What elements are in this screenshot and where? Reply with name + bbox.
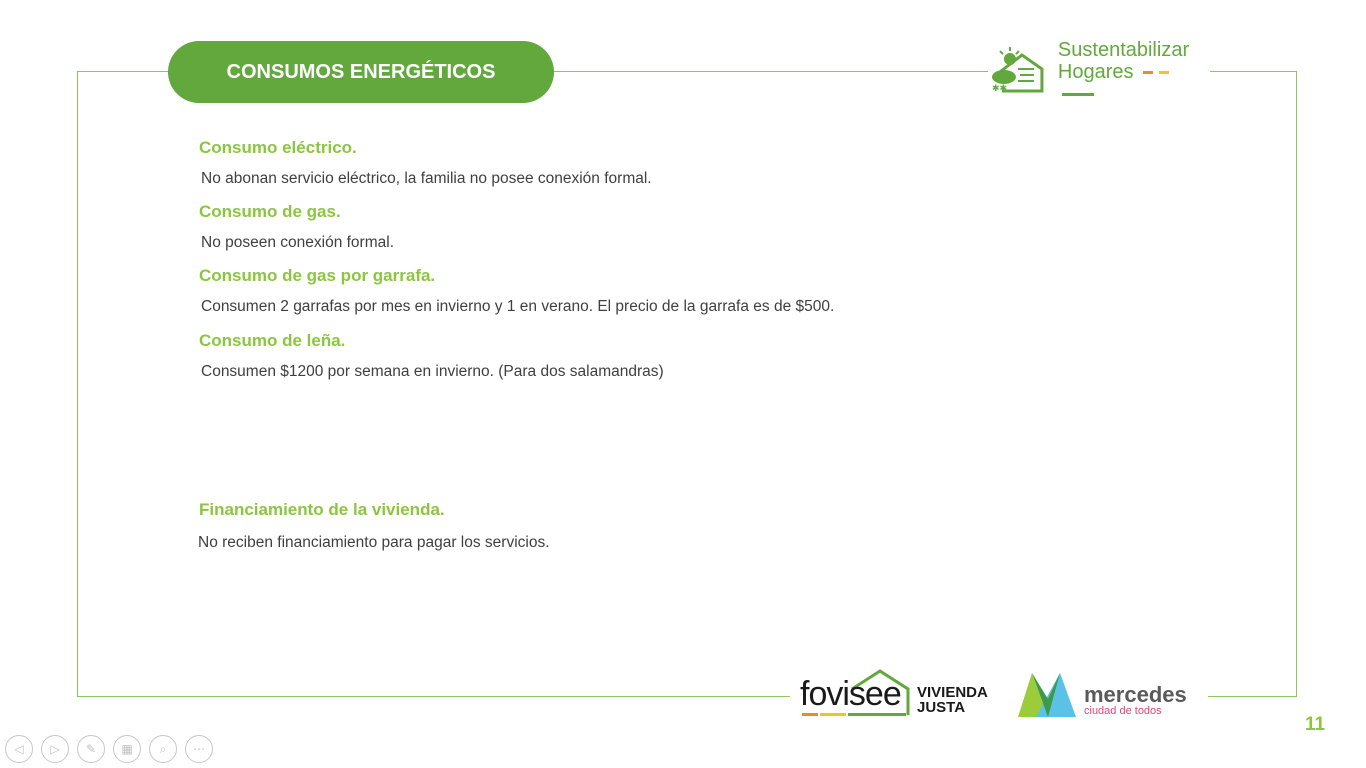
slides-icon[interactable]: ▦: [113, 735, 141, 763]
vivienda-line1: VIVIENDA: [917, 684, 988, 701]
next-icon[interactable]: ▷: [41, 735, 69, 763]
section-text: No reciben financiamiento para pagar los servicios.: [198, 534, 550, 551]
vivienda-justa-logo: [917, 685, 988, 715]
section-text: Consumen $1200 por semana en invierno. (Para dos salamandras): [201, 363, 664, 380]
section-text: Consumen 2 garrafas por mes en invierno y 1 en verano. El precio de la garrafa es de $500.: [201, 298, 835, 315]
mercedes-tagline: ciudad de todos: [1084, 705, 1162, 717]
slide-title: [168, 41, 554, 103]
section-text: No abonan servicio eléctrico, la familia no posee conexión formal.: [201, 170, 652, 187]
svg-text:✱✱: ✱✱: [991, 83, 1008, 94]
house-sun-icon: [988, 47, 1050, 97]
zoom-icon[interactable]: ⌕: [149, 735, 177, 763]
section-text: No poseen conexión formal.: [201, 234, 395, 251]
section-heading: Consumo de gas.: [199, 202, 341, 221]
slideshow-nav: [5, 735, 213, 763]
slide-frame: [77, 71, 1297, 697]
logo-line2: Hogares: [1057, 61, 1134, 83]
more-icon[interactable]: ⋯: [185, 735, 213, 763]
page-number: 11: [1305, 714, 1326, 735]
section-heading: Consumo de leña.: [199, 331, 346, 350]
partner-logos: [790, 665, 1208, 725]
mercedes-mountain-icon: [1018, 673, 1076, 717]
slide-title-text: CONSUMOS ENERGÉTICOS: [226, 60, 496, 83]
logo-line1: Sustentabilizar: [1057, 39, 1190, 61]
section-heading: Consumo eléctrico.: [199, 138, 357, 157]
vivienda-line2: JUSTA: [917, 699, 966, 716]
prev-icon[interactable]: ◁: [5, 735, 33, 763]
pen-icon[interactable]: ✎: [77, 735, 105, 763]
section-heading: Financiamiento de la vivienda.: [199, 500, 445, 519]
sustentabilizar-logo: [988, 39, 1210, 100]
section-heading: Consumo de gas por garrafa.: [199, 266, 436, 285]
fovisee-logo: fovisee: [800, 675, 901, 713]
mercedes-logo: mercedes: [1084, 682, 1187, 707]
